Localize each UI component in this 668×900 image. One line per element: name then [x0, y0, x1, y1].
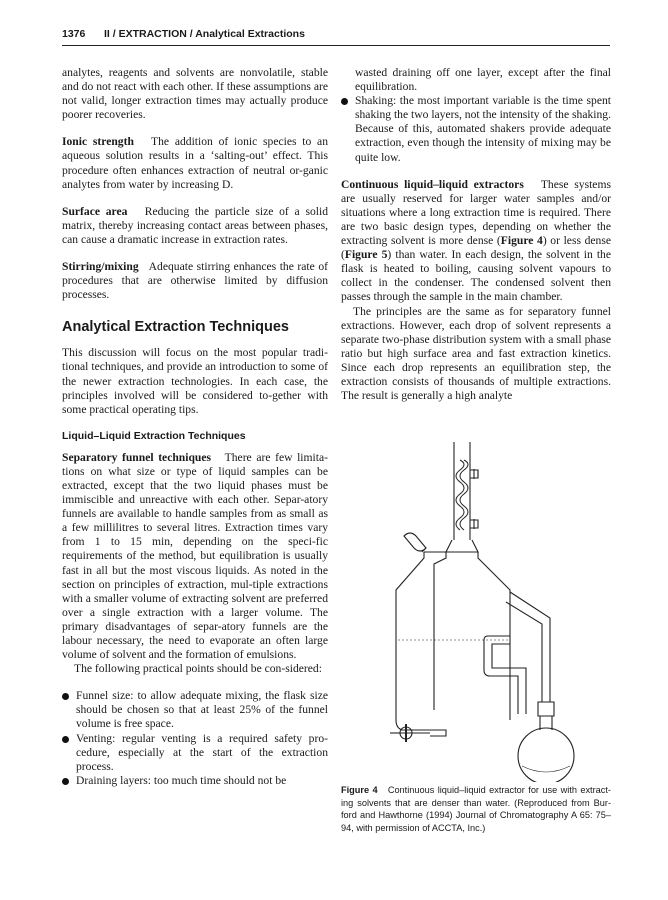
bullet-icon	[62, 778, 69, 785]
page-number: 1376	[62, 28, 86, 40]
ionic-strength-title: Ionic strength	[62, 135, 134, 149]
bullet-icon	[62, 736, 69, 743]
figure-4-ref: Figure 4	[500, 234, 543, 248]
principles-paragraph: The principles are the same as for separatory funnel extractions. However, each drop of solvent represents a separate two-phase distribution system with a small phase ratio but high surface area and fast extraction kinetics. Since each drop represents an equilibration step, the extraction consists of thousands of multiple extractions. The result is generally a high analyte	[341, 304, 611, 403]
left-column	[62, 66, 328, 788]
header-rule	[62, 45, 610, 46]
stirring-text: Adequate stirring enhances the rate of procedures that are otherwise limited by diffusion processes.	[62, 260, 328, 302]
section-heading: Analytical Extraction Techniques	[62, 319, 289, 336]
surface-area-title: Surface area	[62, 204, 128, 218]
separatory-funnel-text: There are few limita-tions on what size or type of liquid samples can be extracted, except that the two liquid phases must be immiscible and unreactive with each other. Separ-atory funnels are available to handle samples from as small as a few millilitres to several litres. Extraction times vary from 1 to 15 min, depending on the speci-fic requirements of the method, but equilibration is usually fast in all but the most viscous liquids. As noted in the section on principles of extraction, mul-tiple extractions with a smaller volume of extracting solvent are preferred over a single extraction with a larger volume. The primary disadvantages of separ-atory funnels are the labour necessary, the need to evaporate an often large volume of solvent and the formation of emulsions.	[62, 450, 328, 662]
figure-caption	[341, 784, 611, 834]
ionic-strength-text: The addition of ionic species to an aqueous solution results in a ‘salting-out’ effect. This procedure often enhances extraction of neutral or-ganic analytes from water by increasing D.	[62, 135, 328, 191]
practical-points-list	[62, 689, 328, 788]
shaking-list	[341, 94, 611, 164]
continuous-extractors-title: Continuous liquid–liquid extractors	[341, 177, 524, 191]
list-item: Shaking: the most important variable is the time spent shaking the two layers, not the intensity of the shaking. Because of this, automated shakers provide adequate extraction, even though the intensity of mixing may be quite low.	[341, 94, 611, 164]
following-points: The following practical points should be con-sidered:	[74, 662, 322, 676]
stopper	[404, 533, 426, 552]
ionic-strength-paragraph	[62, 135, 328, 191]
bullet-icon	[62, 693, 69, 700]
running-header	[62, 28, 610, 46]
list-item: Funnel size: to allow adequate mixing, the flask size should be chosen so that at least 25% of the funnel volume is free space.	[62, 689, 328, 731]
condenser	[446, 442, 478, 552]
subsection-heading: Liquid–Liquid Extraction Techniques	[62, 429, 246, 442]
separatory-funnel-title: Separatory funnel techniques	[62, 450, 212, 464]
section-intro: This discussion will focus on the most popular tradi-tional techniques, and provide an introduction to some of the newer extraction technologies. In each case, the principles involved will be considered to-gether with some practical operating tips.	[62, 346, 328, 416]
intro-paragraph: analytes, reagents and solvents are nonvolatile, stable and do not react with each other. If these assumptions are not valid, longer extraction times may actually produce poorer recoveries.	[62, 66, 328, 122]
list-item: Venting: regular venting is a required safety pro-cedure, especially at the start of the extraction process.	[62, 732, 328, 774]
surface-area-paragraph	[62, 205, 328, 247]
stirring-title: Stirring/mixing	[62, 260, 139, 274]
bullet-icon	[341, 98, 348, 105]
continuous-extractors-paragraph: Continuous liquid–liquid extractors These systems are usually reserved for larger water samples and/or situations where a long extraction time is required. There are two basic design types, depending on whether the extracting solvent is more dense (Figure 4) or less dense (Figure 5) than water. In each design, the solvent in the flask is heated to boiling, causing solvent vapours to collect in the condenser. The condensed solvent then passes through the sample in the main chamber.	[341, 177, 612, 304]
sidearm	[484, 592, 550, 714]
section-title: II / EXTRACTION / Analytical Extractions	[104, 28, 305, 40]
list-item: Draining layers: too much time should not be	[62, 774, 328, 788]
figure-caption-text: Continuous liquid–liquid extractor for use with extract-ing solvents that are denser than water. (Reproduced from Bur-ford and Hawthorne (1994) Journal of Chromatography A 65: 75–94, with permission of ACCTA, Inc.)	[341, 785, 611, 833]
extractor-diagram	[360, 440, 590, 782]
separatory-funnel-paragraph	[62, 451, 328, 662]
continued-bullet-text: wasted draining off one layer, except after the final equilibration.	[355, 66, 611, 94]
right-column	[341, 66, 611, 403]
stirring-paragraph	[62, 260, 328, 302]
figure-label: Figure 4	[341, 785, 378, 795]
surface-area-text: Reducing the particle size of a solid matrix, thereby increasing contact areas between phases, can cause a dramatic increase in extraction rates.	[62, 204, 328, 246]
figure-5-ref: Figure 5	[344, 248, 388, 262]
